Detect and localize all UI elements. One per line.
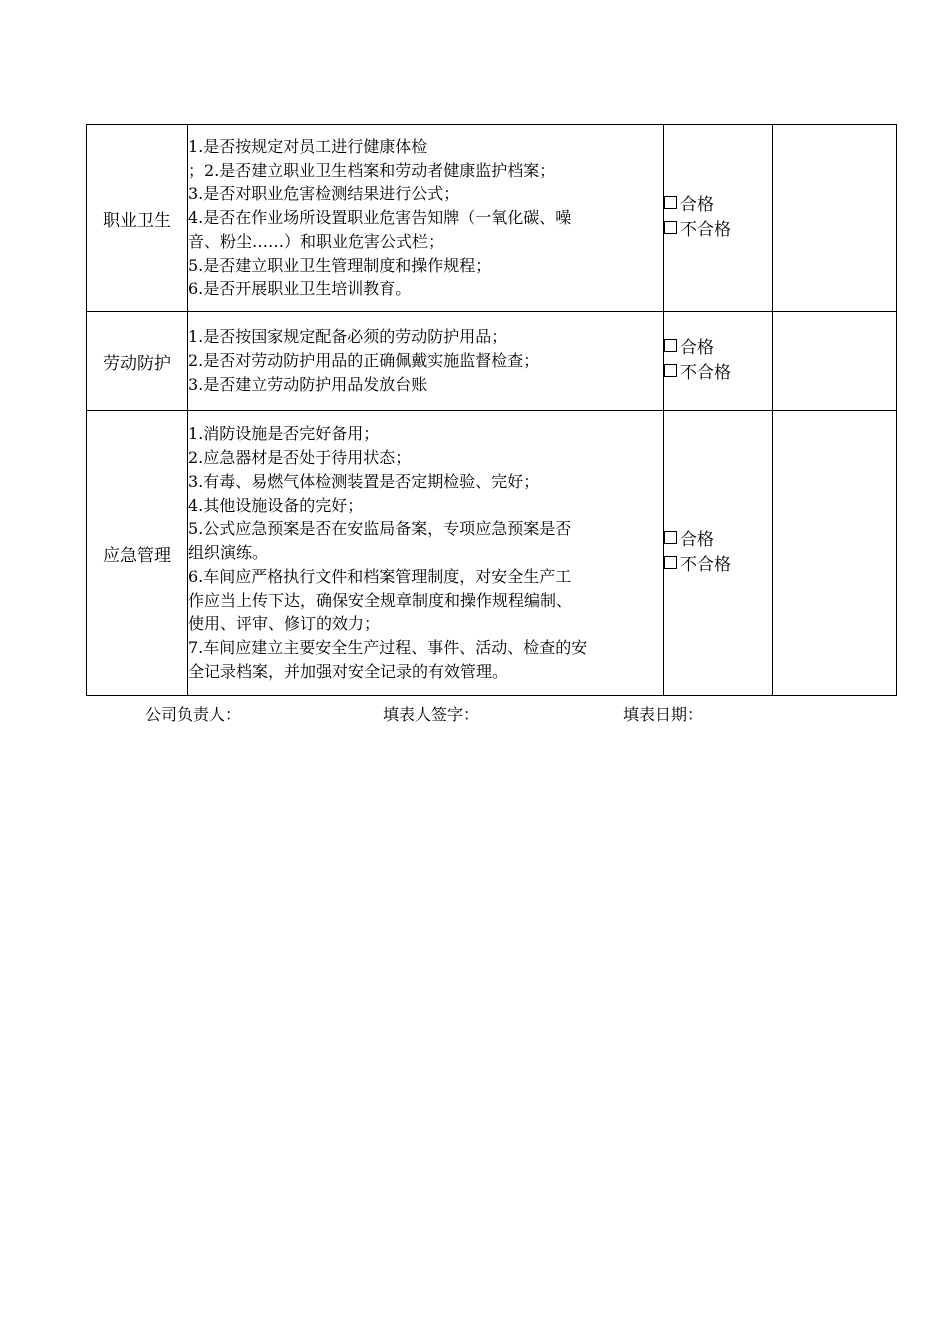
pass-option[interactable] (664, 193, 772, 218)
check-item: 使用、评审、修订的效力； (188, 614, 381, 634)
check-item: 作应当上传下达，确保安全规章制度和操作规程编制、 (188, 590, 573, 610)
pass-option[interactable] (664, 336, 772, 361)
check-item: 5.公式应急预案是否在安监局备案，专项应急预案是否 (188, 519, 572, 539)
check-item: 全记录档案，并加强对安全记录的有效管理。 (188, 662, 509, 682)
pass-label: 合格 (680, 530, 714, 550)
check-item: 4.其他设施设备的完好； (188, 495, 364, 515)
check-item: 1.是否按国家规定配备必须的劳动防护用品； (188, 327, 508, 347)
result-cell (664, 312, 773, 411)
remarks-cell[interactable] (773, 125, 897, 312)
checkbox-icon[interactable] (664, 339, 677, 352)
fail-label: 不合格 (680, 363, 731, 383)
check-item: 1.消防设施是否完好备用； (188, 424, 380, 444)
inspection-sheet (86, 124, 896, 696)
checkbox-icon[interactable] (664, 556, 677, 569)
category-cell: 应急管理 (87, 411, 188, 696)
table-row (87, 312, 897, 411)
check-item: 2.应急器材是否处于待用状态； (188, 447, 412, 467)
filler-signature-label: 填表人签字： (383, 705, 480, 724)
table-row (87, 411, 897, 696)
check-item: 5.是否建立职业卫生管理制度和操作规程； (188, 255, 492, 275)
checkbox-icon[interactable] (664, 221, 677, 234)
check-item: 1.是否按规定对员工进行健康体检 (188, 136, 428, 156)
pass-option[interactable] (664, 528, 772, 553)
checkbox-icon[interactable] (664, 364, 677, 377)
result-cell (664, 411, 773, 696)
remarks-cell[interactable] (773, 411, 897, 696)
check-item: 6.车间应严格执行文件和档案管理制度，对安全生产工 (188, 566, 572, 586)
check-item: 4.是否在作业场所设置职业危害告知牌（一氧化碳、噪 (188, 208, 572, 228)
check-item: 3.有毒、易燃气体检测装置是否定期检验、完好； (188, 471, 540, 491)
table-row (87, 125, 897, 312)
check-item: 6.是否开展职业卫生培训教育。 (188, 279, 412, 299)
check-items-cell (188, 312, 664, 411)
check-item: 2.是否对劳动防护用品的正确佩戴实施监督检查； (188, 351, 540, 371)
check-item: 组织演练。 (188, 543, 269, 563)
fill-date-label: 填表日期： (623, 705, 704, 724)
check-item: 3.是否对职业危害检测结果进行公式； (188, 184, 460, 204)
result-cell (664, 125, 773, 312)
category-cell: 职业卫生 (87, 125, 188, 312)
fail-option[interactable] (664, 553, 772, 578)
pass-label: 合格 (680, 195, 714, 215)
company-head-label: 公司负责人： (145, 705, 242, 724)
check-items-cell (188, 125, 664, 312)
check-item: 音、粉尘……）和职业危害公式栏； (188, 231, 445, 251)
checkbox-icon[interactable] (664, 531, 677, 544)
check-item: 3.是否建立劳动防护用品发放台账 (188, 374, 428, 394)
remarks-cell[interactable] (773, 312, 897, 411)
pass-label: 合格 (680, 338, 714, 358)
checkbox-icon[interactable] (664, 196, 677, 209)
inspection-table (86, 124, 897, 696)
check-items-cell (188, 411, 664, 696)
fail-label: 不合格 (680, 555, 731, 575)
fail-option[interactable] (664, 361, 772, 386)
check-item: 7.车间应建立主要安全生产过程、事件、活动、检查的安 (188, 638, 588, 658)
check-item: ；2.是否建立职业卫生档案和劳动者健康监护档案； (188, 160, 556, 180)
category-cell: 劳动防护 (87, 312, 188, 411)
fail-option[interactable] (664, 218, 772, 243)
fail-label: 不合格 (680, 220, 731, 240)
